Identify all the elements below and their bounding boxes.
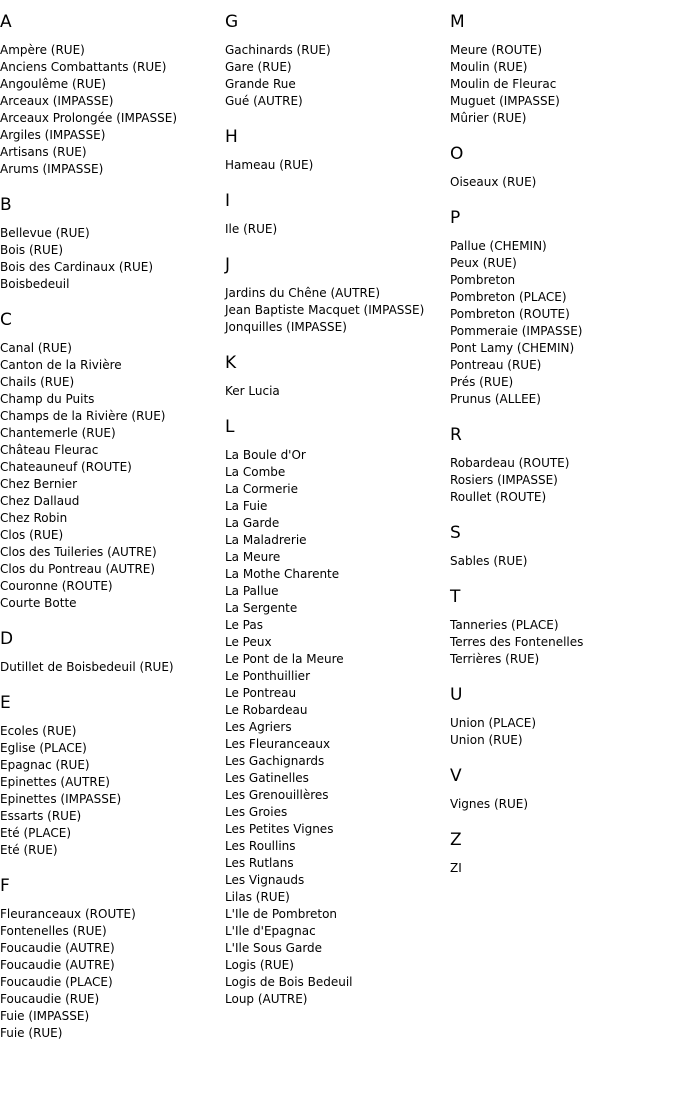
street-entry: Prés (RUE) bbox=[450, 375, 514, 389]
street-entry: Lilas (RUE) bbox=[225, 890, 290, 904]
section-letter-heading: M bbox=[450, 12, 465, 32]
letter-section-d bbox=[0, 629, 225, 676]
street-entry: Epagnac (RUE) bbox=[0, 758, 90, 772]
street-entry: Canton de la Rivière bbox=[0, 358, 122, 372]
street-entry: Les Agriers bbox=[225, 720, 292, 734]
letter-section-v bbox=[450, 766, 675, 813]
street-entry: Muguet (IMPASSE) bbox=[450, 94, 560, 108]
section-letter-heading: I bbox=[225, 191, 231, 211]
street-entry: Jardins du Chêne (AUTRE) bbox=[225, 286, 381, 300]
street-entry: Fleuranceaux (ROUTE) bbox=[0, 907, 136, 921]
street-entry: Clos (RUE) bbox=[0, 528, 64, 542]
section-letter-heading: R bbox=[450, 425, 462, 445]
directory-column bbox=[0, 12, 225, 1059]
section-letter-heading: T bbox=[450, 587, 461, 607]
street-entry: Bois des Cardinaux (RUE) bbox=[0, 260, 153, 274]
street-entry: Argiles (IMPASSE) bbox=[0, 128, 106, 142]
street-entry: Le Peux bbox=[225, 635, 272, 649]
section-letter-heading: Z bbox=[450, 830, 462, 850]
street-entry: La Combe bbox=[225, 465, 286, 479]
letter-section-h bbox=[225, 127, 450, 174]
street-entry: Canal (RUE) bbox=[0, 341, 72, 355]
letter-section-u bbox=[450, 685, 675, 749]
street-list bbox=[450, 42, 675, 127]
street-entry: Champ du Puits bbox=[0, 392, 95, 406]
street-entry: Pombreton (ROUTE) bbox=[450, 307, 570, 321]
street-list bbox=[0, 42, 225, 178]
street-entry: Le Pas bbox=[225, 618, 263, 632]
street-list bbox=[0, 225, 225, 293]
letter-section-g bbox=[225, 12, 450, 110]
street-entry: Pallue (CHEMIN) bbox=[450, 239, 547, 253]
section-letter-heading: C bbox=[0, 310, 12, 330]
street-entry: Epinettes (IMPASSE) bbox=[0, 792, 122, 806]
street-list bbox=[450, 617, 675, 668]
street-entry: Logis de Bois Bedeuil bbox=[225, 975, 353, 989]
street-list bbox=[450, 174, 675, 191]
street-entry: Gare (RUE) bbox=[225, 60, 292, 74]
street-entry: Bellevue (RUE) bbox=[0, 226, 90, 240]
street-list bbox=[450, 238, 675, 408]
letter-section-l bbox=[225, 417, 450, 1008]
street-entry: Eté (RUE) bbox=[0, 843, 58, 857]
letter-section-t bbox=[450, 587, 675, 668]
street-entry: L'Ile de Pombreton bbox=[225, 907, 338, 921]
street-entry: Courte Botte bbox=[0, 596, 77, 610]
street-entry: Le Ponthuillier bbox=[225, 669, 310, 683]
street-list bbox=[0, 906, 225, 1042]
section-letter-heading: E bbox=[0, 693, 11, 713]
street-entry: Tanneries (PLACE) bbox=[450, 618, 559, 632]
section-letter-heading: B bbox=[0, 195, 12, 215]
section-letter-heading: H bbox=[225, 127, 238, 147]
street-list bbox=[450, 796, 675, 813]
street-entry: Roullet (ROUTE) bbox=[450, 490, 547, 504]
street-entry: Jonquilles (IMPASSE) bbox=[225, 320, 347, 334]
letter-section-o bbox=[450, 144, 675, 191]
street-entry: Chez Bernier bbox=[0, 477, 78, 491]
street-entry: La Maladrerie bbox=[225, 533, 307, 547]
street-entry: Arceaux Prolongée (IMPASSE) bbox=[0, 111, 177, 125]
street-list bbox=[450, 553, 675, 570]
street-entry: Château Fleurac bbox=[0, 443, 99, 457]
street-entry: Logis (RUE) bbox=[225, 958, 294, 972]
street-entry: Ecoles (RUE) bbox=[0, 724, 77, 738]
street-entry: Peux (RUE) bbox=[450, 256, 517, 270]
street-entry: Vignes (RUE) bbox=[450, 797, 529, 811]
street-entry: L'Ile d'Epagnac bbox=[225, 924, 316, 938]
street-entry: La Boule d'Or bbox=[225, 448, 306, 462]
street-entry: Pombreton bbox=[450, 273, 516, 287]
street-entry: Champs de la Rivière (RUE) bbox=[0, 409, 166, 423]
street-entry: Bois (RUE) bbox=[0, 243, 64, 257]
street-entry: Chantemerle (RUE) bbox=[0, 426, 116, 440]
street-entry: Le Robardeau bbox=[225, 703, 308, 717]
street-list bbox=[225, 157, 450, 174]
street-entry: Les Fleuranceaux bbox=[225, 737, 331, 751]
street-list bbox=[225, 285, 450, 336]
street-entry: Les Grenouillères bbox=[225, 788, 329, 802]
street-entry: Fontenelles (RUE) bbox=[0, 924, 107, 938]
street-entry: La Garde bbox=[225, 516, 280, 530]
letter-section-b bbox=[0, 195, 225, 293]
section-letter-heading: G bbox=[225, 12, 239, 32]
letter-section-z bbox=[450, 830, 675, 877]
street-entry: Prunus (ALLEE) bbox=[450, 392, 541, 406]
street-entry: Les Rutlans bbox=[225, 856, 294, 870]
street-entry: ZI bbox=[450, 861, 462, 875]
letter-section-k bbox=[225, 353, 450, 400]
street-entry: La Cormerie bbox=[225, 482, 299, 496]
street-entry: Chez Robin bbox=[0, 511, 68, 525]
street-entry: Ile (RUE) bbox=[225, 222, 278, 236]
street-entry: Foucaudie (AUTRE) bbox=[0, 958, 115, 972]
letter-section-s bbox=[450, 523, 675, 570]
street-entry: Le Pontreau bbox=[225, 686, 297, 700]
letter-section-r bbox=[450, 425, 675, 506]
letter-section-m bbox=[450, 12, 675, 127]
street-entry: Union (PLACE) bbox=[450, 716, 537, 730]
street-entry: Rosiers (IMPASSE) bbox=[450, 473, 558, 487]
section-letter-heading: D bbox=[0, 629, 14, 649]
section-letter-heading: F bbox=[0, 876, 10, 896]
letter-section-j bbox=[225, 255, 450, 336]
street-entry: Clos du Pontreau (AUTRE) bbox=[0, 562, 156, 576]
street-entry: Couronne (ROUTE) bbox=[0, 579, 113, 593]
street-entry: Meure (ROUTE) bbox=[450, 43, 543, 57]
street-entry: Les Roullins bbox=[225, 839, 296, 853]
section-letter-heading: U bbox=[450, 685, 463, 705]
letter-section-c bbox=[0, 310, 225, 612]
street-entry: Gué (AUTRE) bbox=[225, 94, 303, 108]
section-letter-heading: O bbox=[450, 144, 464, 164]
street-entry: L'Ile Sous Garde bbox=[225, 941, 323, 955]
street-entry: Eté (PLACE) bbox=[0, 826, 72, 840]
street-entry: Artisans (RUE) bbox=[0, 145, 87, 159]
street-entry: Anciens Combattants (RUE) bbox=[0, 60, 167, 74]
street-list bbox=[450, 860, 675, 877]
street-entry: Clos des Tuileries (AUTRE) bbox=[0, 545, 157, 559]
street-entry: Hameau (RUE) bbox=[225, 158, 314, 172]
directory-column bbox=[450, 12, 675, 894]
street-entry: Moulin (RUE) bbox=[450, 60, 528, 74]
street-entry: Fuie (RUE) bbox=[0, 1026, 63, 1040]
directory-column bbox=[225, 12, 450, 1025]
street-entry: Chez Dallaud bbox=[0, 494, 80, 508]
street-entry: Terrières (RUE) bbox=[450, 652, 540, 666]
street-entry: Sables (RUE) bbox=[450, 554, 528, 568]
street-entry: Le Pont de la Meure bbox=[225, 652, 344, 666]
letter-section-a bbox=[0, 12, 225, 178]
street-entry: Angoulême (RUE) bbox=[0, 77, 107, 91]
street-entry: La Sergente bbox=[225, 601, 298, 615]
street-entry: Les Gatinelles bbox=[225, 771, 309, 785]
street-list bbox=[450, 455, 675, 506]
street-list bbox=[225, 447, 450, 1008]
street-entry: Loup (AUTRE) bbox=[225, 992, 308, 1006]
street-entry: Gachinards (RUE) bbox=[225, 43, 331, 57]
street-entry: Terres des Fontenelles bbox=[450, 635, 584, 649]
street-entry: Moulin de Fleurac bbox=[450, 77, 557, 91]
street-entry: Pont Lamy (CHEMIN) bbox=[450, 341, 575, 355]
letter-section-i bbox=[225, 191, 450, 238]
street-entry: La Fuie bbox=[225, 499, 268, 513]
street-entry: Chateauneuf (ROUTE) bbox=[0, 460, 132, 474]
street-entry: Epinettes (AUTRE) bbox=[0, 775, 110, 789]
street-entry: Grande Rue bbox=[225, 77, 296, 91]
street-entry: Pommeraie (IMPASSE) bbox=[450, 324, 583, 338]
street-entry: Pontreau (RUE) bbox=[450, 358, 542, 372]
street-entry: Union (RUE) bbox=[450, 733, 523, 747]
street-entry: Les Gachignards bbox=[225, 754, 325, 768]
street-list bbox=[225, 383, 450, 400]
street-entry: Eglise (PLACE) bbox=[0, 741, 87, 755]
street-list bbox=[225, 221, 450, 238]
street-entry: Foucaudie (PLACE) bbox=[0, 975, 113, 989]
letter-section-p bbox=[450, 208, 675, 408]
section-letter-heading: P bbox=[450, 208, 461, 228]
letter-section-f bbox=[0, 876, 225, 1042]
street-entry: Chails (RUE) bbox=[0, 375, 75, 389]
street-entry: Arums (IMPASSE) bbox=[0, 162, 104, 176]
street-entry: Arceaux (IMPASSE) bbox=[0, 94, 114, 108]
section-letter-heading: S bbox=[450, 523, 461, 543]
letter-section-e bbox=[0, 693, 225, 859]
street-entry: Pombreton (PLACE) bbox=[450, 290, 567, 304]
street-list bbox=[0, 340, 225, 612]
street-entry: La Meure bbox=[225, 550, 281, 564]
street-entry: Les Groies bbox=[225, 805, 288, 819]
street-entry: Boisbedeuil bbox=[0, 277, 70, 291]
street-entry: Foucaudie (AUTRE) bbox=[0, 941, 115, 955]
section-letter-heading: J bbox=[225, 255, 231, 275]
section-letter-heading: K bbox=[225, 353, 237, 373]
street-entry: Foucaudie (RUE) bbox=[0, 992, 100, 1006]
street-entry: Fuie (IMPASSE) bbox=[0, 1009, 90, 1023]
street-entry: Ampère (RUE) bbox=[0, 43, 85, 57]
street-entry: Robardeau (ROUTE) bbox=[450, 456, 570, 470]
street-entry: Essarts (RUE) bbox=[0, 809, 82, 823]
street-entry: Dutillet de Boisbedeuil (RUE) bbox=[0, 660, 174, 674]
street-list bbox=[450, 715, 675, 749]
street-list bbox=[225, 42, 450, 110]
section-letter-heading: V bbox=[450, 766, 462, 786]
street-entry: La Pallue bbox=[225, 584, 279, 598]
street-entry: Mûrier (RUE) bbox=[450, 111, 527, 125]
street-entry: La Mothe Charente bbox=[225, 567, 340, 581]
street-list bbox=[0, 723, 225, 859]
street-entry: Oiseaux (RUE) bbox=[450, 175, 537, 189]
street-list bbox=[0, 659, 225, 676]
street-entry: Les Vignauds bbox=[225, 873, 305, 887]
section-letter-heading: L bbox=[225, 417, 235, 437]
street-entry: Les Petites Vignes bbox=[225, 822, 334, 836]
section-letter-heading: A bbox=[0, 12, 12, 32]
street-entry: Jean Baptiste Macquet (IMPASSE) bbox=[225, 303, 425, 317]
street-entry: Ker Lucia bbox=[225, 384, 280, 398]
